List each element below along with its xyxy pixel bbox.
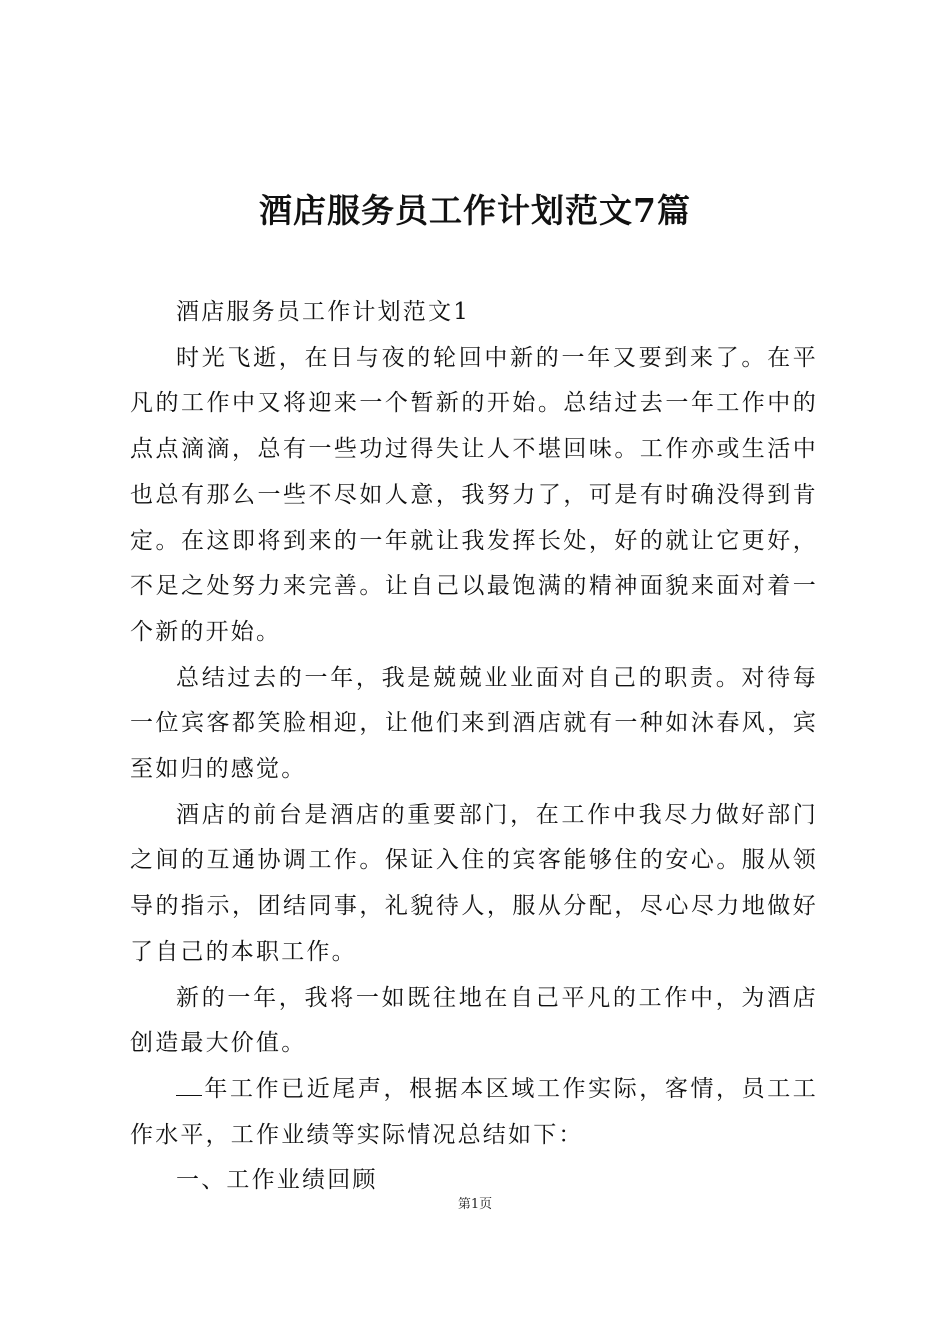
fill-in-blank bbox=[176, 1075, 202, 1096]
document-body bbox=[130, 290, 818, 1204]
paragraph-1: 时光飞逝，在日与夜的轮回中新的一年又要到来了。在平凡的工作中又将迎来一个暂新的开始。总结过去一年工作中的点点滴滴，总有一些功过得失让人不堪回味。工作亦或生活中也总有那么一些不尽如人意，我努力了，可是有时确没得到肯定。在这即将到来的一年就让我发挥长处，好的就让它更好，不足之处努力来完善。让自己以最饱满的精神面貌来面对着一个新的开始。 bbox=[130, 344, 818, 645]
paragraph-3: 酒店的前台是酒店的重要部门，在工作中我尽力做好部门之间的互通协调工作。保证入住的宾客能够住的安心。服从领导的指示，团结同事，礼貌待人，服从分配，尽心尽力地做好了自己的本职工作。 bbox=[130, 801, 818, 965]
paragraph-5 bbox=[130, 1067, 818, 1158]
section-heading: 酒店服务员工作计划范文1 bbox=[176, 299, 471, 325]
paragraph-4: 新的一年，我将一如既往地在自己平凡的工作中，为酒店创造最大价值。 bbox=[130, 984, 818, 1057]
document-title: 酒店服务员工作计划范文7篇 bbox=[259, 191, 691, 230]
paragraph-2: 总结过去的一年，我是兢兢业业面对自己的职责。对待每一位宾客都笑脸相迎，让他们来到酒店就有一种如沐春风，宾至如归的感觉。 bbox=[130, 664, 818, 783]
subheading-performance-review: 一、工作业绩回顾 bbox=[176, 1167, 378, 1194]
page-number: 第1页 bbox=[457, 1197, 493, 1212]
paragraph-5-text: 年工作已近尾声，根据本区域工作实际，客情，员工工作水平，工作业绩等实际情况总结如下： bbox=[130, 1075, 818, 1148]
